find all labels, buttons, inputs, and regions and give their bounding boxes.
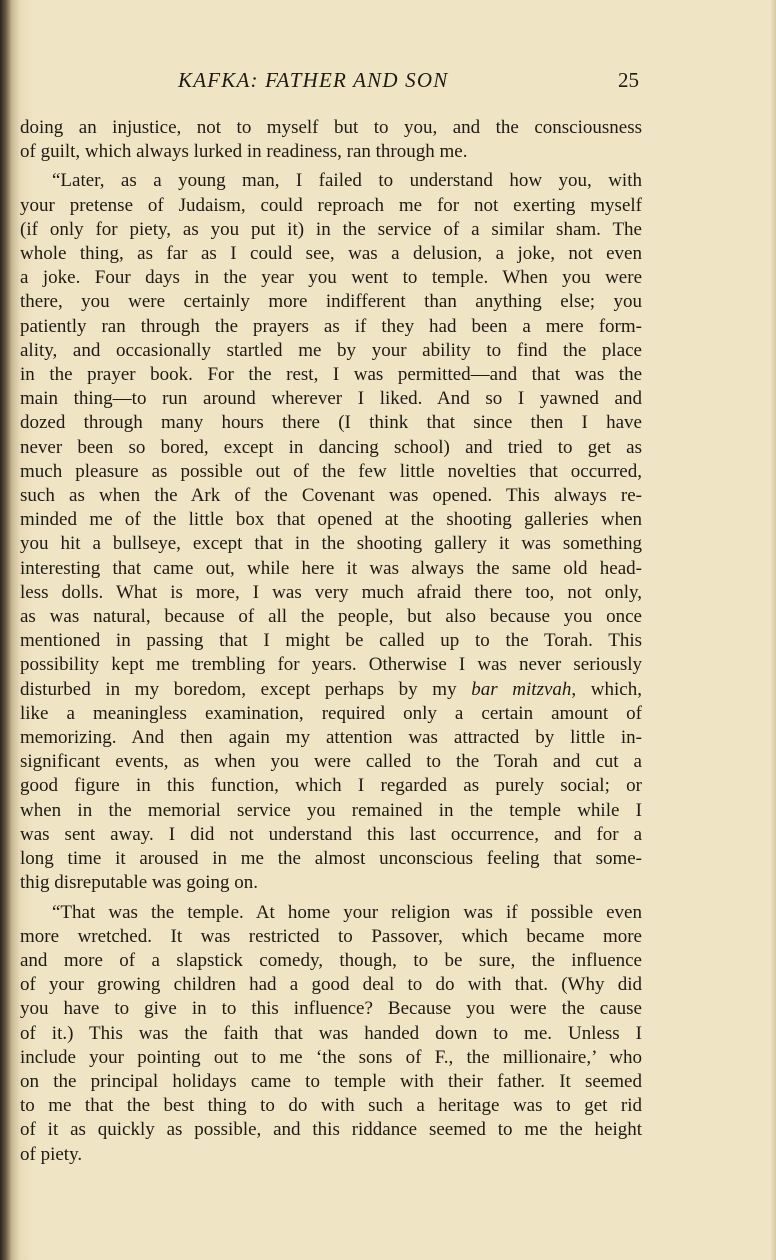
italic-term: bar mitzvah (471, 678, 572, 700)
text-line: thig disreputable was going on. (20, 872, 258, 894)
text-line: such as when the Ark of the Covenant was opened. This always re- (20, 485, 642, 507)
page-number: 25 (618, 68, 639, 92)
text-line: like a meaningless examination, required only a certain amount of (20, 702, 642, 724)
text-line: “Later, as a young man, I failed to understand how you, with (52, 170, 642, 192)
text-line: doing an injustice, not to myself but to you, and the consciousness (20, 117, 642, 138)
text-line: minded me of the little box that opened at the shooting galleries when (20, 509, 642, 531)
paragraph (20, 901, 642, 1167)
text-line: as was natural, because of all the people, but also because you once (20, 606, 642, 628)
text-line: dozed through many hours there (I think that since then I have (20, 412, 642, 434)
text-line: a joke. Four days in the year you went to temple. When you were (20, 267, 642, 289)
text-line: of it as quickly as possible, and this riddance seemed to me the height (20, 1119, 642, 1141)
body-text (20, 116, 642, 1167)
text-line: there, you were certainly more indifferent than anything else; you (20, 291, 642, 313)
text-line: interesting that came out, while here it was always the same old head- (20, 557, 642, 579)
paragraph (20, 169, 642, 895)
running-head (0, 68, 776, 98)
text-line: you have to give in to this influence? Because you were the cause (20, 998, 642, 1020)
text-line: good figure in this function, which I regarded as purely social; or (20, 775, 642, 797)
text-line: much pleasure as possible out of the few little novelties that occurred, (20, 460, 642, 482)
text-line: more wretched. It was restricted to Passover, which became more (20, 925, 642, 947)
text-line: ality, and occasionally startled me by your ability to find the place (20, 339, 642, 361)
text-line: and more of a slapstick comedy, though, to be sure, the influence (20, 949, 642, 971)
text-line: to me that the best thing to do with such a heritage was to get rid (20, 1095, 642, 1117)
running-title: KAFKA: FATHER AND SON (178, 68, 449, 92)
text-line: when in the memorial service you remained in the temple while I (20, 799, 642, 821)
text-line: (if only for piety, as you put it) in the service of a similar sham. The (20, 218, 642, 240)
text-line: your pretense of Judaism, could reproach me for not exerting myself (20, 194, 642, 216)
text-line: less dolls. What is more, I was very much afraid there too, not only, (20, 581, 642, 603)
text-line: was sent away. I did not understand this last occurrence, and for a (20, 823, 642, 845)
text-line: significant events, as when you were called to the Torah and cut a (20, 751, 642, 773)
text-line: possibility kept me trembling for years. Otherwise I was never seriously (20, 654, 642, 676)
text-line: “That was the temple. At home your religion was if possible even (52, 901, 642, 923)
text-line: mentioned in passing that I might be called up to the Torah. This (20, 630, 642, 652)
text-line: in the prayer book. For the rest, I was permitted—and that was the (20, 364, 642, 386)
text-line: of guilt, which always lurked in readiness, ran through me. (20, 141, 468, 163)
text-line: patiently ran through the prayers as if they had been a mere form- (20, 315, 642, 337)
text-line: long time it aroused in me the almost unconscious feeling that some- (20, 848, 642, 870)
text-line: memorizing. And then again my attention was attracted by little in- (20, 727, 642, 749)
text-line: of it.) This was the faith that was handed down to me. Unless I (20, 1022, 642, 1044)
text-line: whole thing, as far as I could see, was a delusion, a joke, not even (20, 243, 642, 265)
text-line: of your growing children had a good deal to do with that. (Why did (20, 974, 642, 996)
text-line: of piety. (20, 1143, 83, 1165)
text-line: disturbed in my boredom, except perhaps by my bar mitzvah, which, (20, 678, 642, 700)
text-line: main thing—to run around wherever I liked. And so I yawned and (20, 388, 642, 410)
text-line: on the principal holidays came to temple with their father. It seemed (20, 1070, 642, 1092)
text-line: never been so bored, except in dancing school) and tried to get as (20, 436, 642, 458)
text-line: you hit a bullseye, except that in the shooting gallery it was something (20, 533, 642, 555)
text-line: include your pointing out to me ‘the sons of F., the millionaire,’ who (20, 1046, 642, 1068)
paragraph (20, 116, 642, 164)
